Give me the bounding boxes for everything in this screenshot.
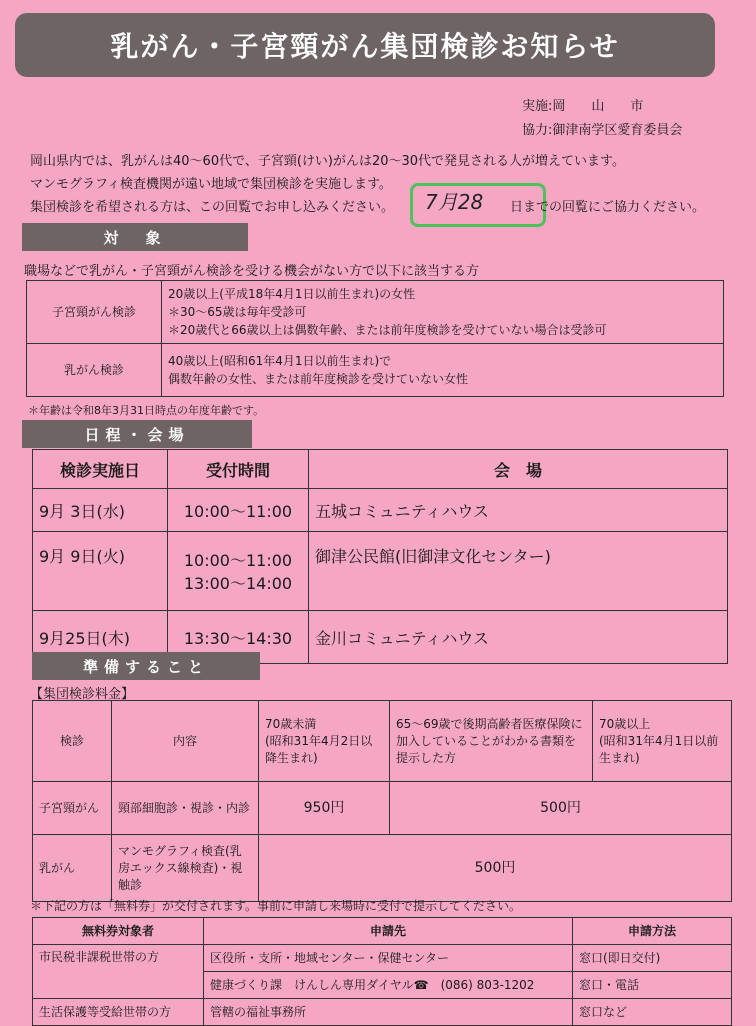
schedule-date: 9月 3日(水) (33, 489, 168, 532)
free-row (33, 999, 732, 1026)
schedule-header-date: 検診実施日 (33, 450, 168, 489)
schedule-table (32, 449, 728, 664)
age-note: ＊年齢は令和8年3月31日時点の年度年齢です。 (28, 404, 265, 417)
fee-row (33, 835, 732, 902)
free-header-who: 無料券対象者 (33, 918, 204, 945)
schedule-time: 10:00～11:00 (168, 489, 309, 532)
schedule-header-venue: 会 場 (309, 450, 728, 489)
fee-header (33, 701, 732, 782)
free-who: 生活保護等受給世帯の方 (33, 999, 204, 1026)
fee-name: 乳がん (33, 835, 112, 902)
target-desc-line: ＊30～65歳は毎年受診可 (168, 305, 307, 319)
fee-label: 【集団検診料金】 (30, 687, 135, 702)
section-target: 対 象 (22, 223, 248, 251)
fee-all: 500円 (259, 835, 732, 902)
fee-header-65to69: 65～69歳で後期高齢者医療保険に加入していることがわかる書類を提示した方 (390, 701, 593, 782)
fee-header-content: 内容 (112, 701, 259, 782)
implementer: 実施:岡 山 市 (522, 99, 644, 114)
fee-row (33, 782, 732, 835)
free-note: ＊下記の方は「無料券」が交付されます。事前に申請し来場時に受付で提示してください。 (30, 899, 522, 913)
free-table (32, 917, 732, 1026)
schedule-venue: 五城コミュニティハウス (309, 489, 728, 532)
target-desc (162, 281, 724, 344)
page-title: 乳がん・子宮頸がん集団検診お知らせ (15, 13, 715, 77)
fee-other: 500円 (390, 782, 732, 835)
intro-line-3b: 日までの回覧にご協力ください。 (510, 200, 706, 215)
free-where: 管轄の福祉事務所 (204, 999, 573, 1026)
schedule-venue: 金川コミュニティハウス (309, 611, 728, 664)
free-who: 市民税非課税世帯の方 (33, 945, 204, 999)
free-where: 健康づくり課 けんしん専用ダイヤル☎ (086) 803-1202 (204, 972, 573, 999)
schedule-time: 13:30～14:30 (168, 611, 309, 664)
free-where: 区役所・支所・地域センター・保健センター (204, 945, 573, 972)
intro-line-1: 岡山県内では、乳がんは40～60代で、子宮頸(けい)がんは20～30代で発見される人が増えています。 (30, 154, 626, 169)
free-how: 窓口・電話 (573, 972, 732, 999)
target-table (26, 280, 724, 397)
section-prepare: 準備すること (32, 652, 260, 680)
target-desc-line: 20歳以上(平成18年4月1日以前生まれ)の女性 (168, 287, 416, 301)
schedule-time: 10:00～11:00 (183, 551, 293, 570)
schedule-row (33, 489, 728, 532)
fee-content: 頸部細胞診・視診・内診 (112, 782, 259, 835)
fee-table (32, 700, 732, 902)
target-row (27, 344, 724, 397)
deadline-handwritten: 7月28 (425, 190, 484, 214)
schedule-row (33, 532, 728, 611)
target-desc-line: 偶数年齢の女性、または前年度検診を受けていない女性 (168, 372, 469, 386)
section-schedule: 日程・会場 (22, 420, 252, 448)
schedule-venue: 御津公民館(旧御津文化センター) (309, 532, 728, 611)
target-row (27, 281, 724, 344)
schedule-header (33, 450, 728, 489)
target-name: 子宮頸がん検診 (27, 281, 162, 344)
target-desc-line: 40歳以上(昭和61年4月1日以前生まれ)で (168, 354, 392, 368)
intro-line-2: マンモグラフィ検査機関が遠い地域で集団検診を実施します。 (30, 177, 392, 192)
schedule-time: 13:00～14:00 (183, 574, 293, 593)
target-desc (162, 344, 724, 397)
schedule-date: 9月25日(木) (33, 611, 168, 664)
fee-name: 子宮頸がん (33, 782, 112, 835)
free-header (33, 918, 732, 945)
schedule-times (168, 532, 309, 611)
cooperator: 協力:御津南学区愛育委員会 (522, 123, 683, 138)
fee-header-over70: 70歳以上 (昭和31年4月1日以前生まれ) (593, 701, 732, 782)
target-lead: 職場などで乳がん・子宮頸がん検診を受ける機会がない方で以下に該当する方 (24, 264, 480, 279)
free-how: 窓口など (573, 999, 732, 1026)
fee-content: マンモグラフィ検査(乳房エックス線検査)・視触診 (112, 835, 259, 902)
intro-line-3: 集団検診を希望される方は、この回覧でお申し込みください。 (30, 200, 395, 215)
target-desc-line: ＊20歳代と66歳以上は偶数年齢、または前年度検診を受けていない場合は受診可 (168, 323, 607, 337)
schedule-date: 9月 9日(火) (33, 532, 168, 611)
free-row (33, 945, 732, 972)
fee-header-under70: 70歳未満 (昭和31年4月2日以降生まれ) (259, 701, 390, 782)
fee-under70: 950円 (259, 782, 390, 835)
free-header-how: 申請方法 (573, 918, 732, 945)
target-name: 乳がん検診 (27, 344, 162, 397)
free-how: 窓口(即日交付) (573, 945, 732, 972)
free-header-where: 申請先 (204, 918, 573, 945)
fee-header-name: 検診 (33, 701, 112, 782)
schedule-header-time: 受付時間 (168, 450, 309, 489)
